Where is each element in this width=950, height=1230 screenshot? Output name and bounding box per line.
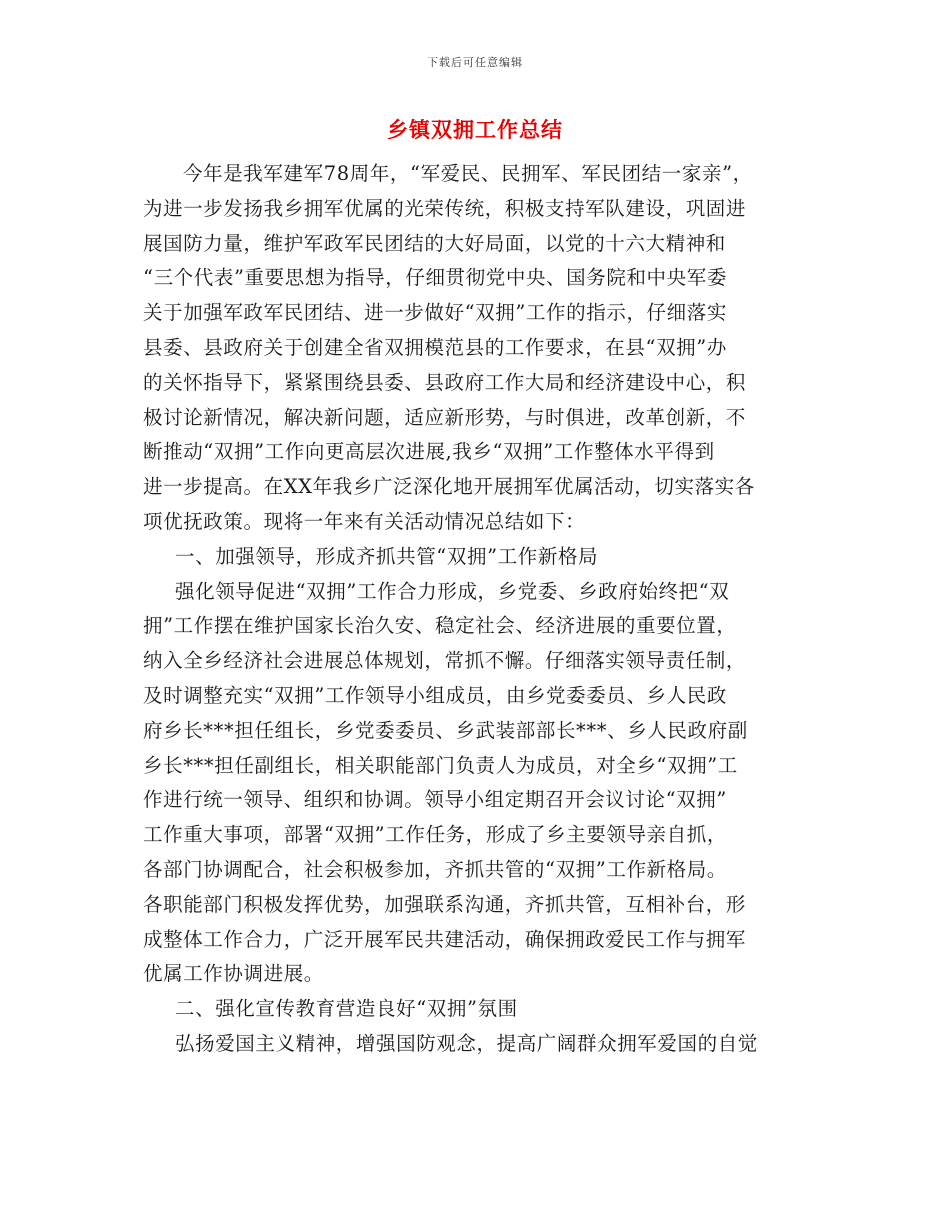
body-line: 的关怀指导下，紧紧围绕县委、县政府工作大局和经济建设中心，积 <box>143 370 747 394</box>
body-line: 各部门协调配合，社会积极参加，齐抓共管的“双拥”工作新格局。 <box>143 857 727 881</box>
body-line: 县委、县政府关于创建全省双拥模范县的工作要求，在县“双拥”办 <box>143 335 727 359</box>
document-title: 乡镇双拥工作总结 <box>387 118 563 142</box>
body-line: 乡长***担任副组长，相关职能部门负责人为成员，对全乡“双拥”工 <box>143 753 738 777</box>
body-line: 展国防力量，维护军政军民团结的大好局面，以党的十六大精神和 <box>143 231 726 255</box>
page-header: 下载后可任意编辑 <box>427 56 523 69</box>
section-heading: 二、强化宣传教育营造良好“双拥”氛围 <box>175 997 518 1021</box>
body-line: 今年是我军建军78周年，“军爱民、民拥军、军民团结一家亲”， <box>183 162 753 185</box>
body-line: 弘扬爱国主义精神，增强国防观念，提高广阔群众拥军爱国的自觉 <box>175 1031 758 1055</box>
body-line: 府乡长***担任组长，乡党委委员、乡武装部部长***、乡人民政府副 <box>143 718 748 742</box>
body-line: 成整体工作合力，广泛开展军民共建活动，确保拥政爱民工作与拥军 <box>143 927 747 951</box>
body-line: 断推动“双拥”工作向更高层次进展,我乡“双拥”工作整体水平得到 <box>143 440 715 464</box>
body-line: 强化领导促进“双拥”工作合力形成，乡党委、乡政府始终把“双 <box>175 579 730 603</box>
body-line: “三个代表”重要思想为指导，仔细贯彻党中央、国务院和中央军委 <box>143 266 727 290</box>
document-body <box>143 157 823 1062</box>
body-line: 各职能部门积极发挥优势，加强联系沟通，齐抓共管，互相补台，形 <box>143 892 747 916</box>
body-line: 关于加强军政军民团结、进一步做好“双拥”工作的指示，仔细落实 <box>143 301 727 325</box>
body-line: 为进一步发扬我乡拥军优属的光荣传统，积极支持军队建设，巩固进 <box>143 196 747 220</box>
body-line: 作进行统一领导、组织和协调。领导小组定期召开会议讨论“双拥” <box>143 788 727 812</box>
body-line: 拥”工作摆在维护国家长治久安、稳定社会、经济进展的重要位置， <box>143 614 737 638</box>
body-line: 及时调整充实“双拥”工作领导小组成员，由乡党委委员、乡人民政 <box>143 683 727 707</box>
body-line: 优属工作协调进展。 <box>143 962 324 986</box>
section-heading: 一、加强领导，形成齐抓共管“双拥”工作新格局 <box>175 544 599 568</box>
body-line: 进一步提高。在XX年我乡广泛深化地开展拥军优属活动，切实落实各 <box>143 475 755 499</box>
body-line: 项优抚政策。现将一年来有关活动情况总结如下： <box>143 509 586 533</box>
body-line: 工作重大事项，部署“双拥”工作任务，形成了乡主要领导亲自抓， <box>143 823 727 847</box>
body-line: 纳入全乡经济社会进展总体规划，常抓不懈。仔细落实领导责任制， <box>143 649 747 673</box>
body-line: 极讨论新情况，解决新问题，适应新形势，与时俱进，改革创新，不 <box>143 405 747 429</box>
